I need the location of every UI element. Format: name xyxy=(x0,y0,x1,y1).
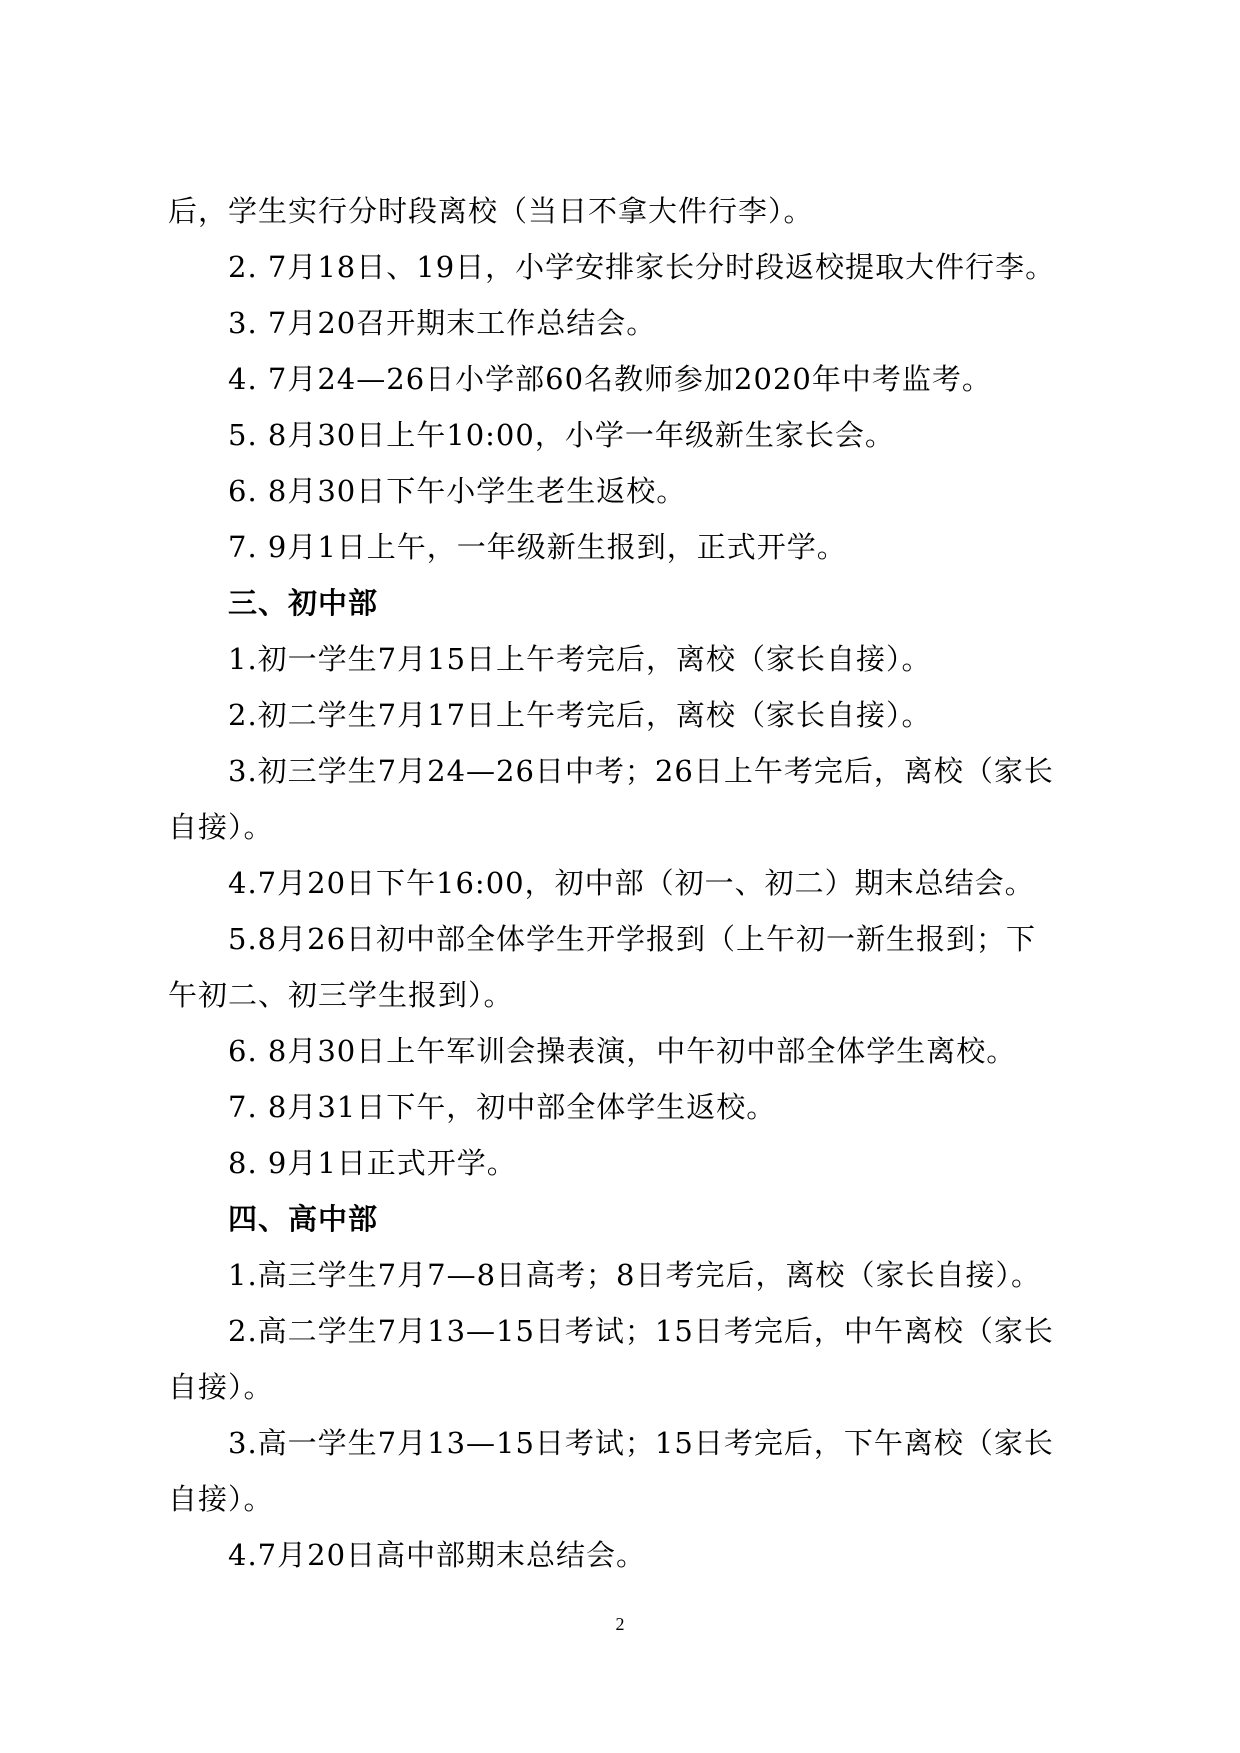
list-item: 3.初三学生7月24—26日中考；26日上午考完后，离校（家长 xyxy=(228,754,1054,788)
list-item: 6. 8月30日上午军训会操表演，中午初中部全体学生离校。 xyxy=(228,1034,1017,1068)
list-item: 2.初二学生7月17日上午考完后，离校（家长自接）。 xyxy=(228,698,932,732)
list-item-continuation: 自接）。 xyxy=(168,1482,274,1516)
list-item: 5. 8月30日上午10:00，小学一年级新生家长会。 xyxy=(228,418,895,452)
list-item: 3. 7月20召开期末工作总结会。 xyxy=(228,306,657,340)
list-item: 1.高三学生7月7—8日高考；8日考完后，离校（家长自接）。 xyxy=(228,1258,1041,1292)
list-item-continuation: 自接）。 xyxy=(168,810,274,844)
list-item: 2. 7月18日、19日，小学安排家长分时段返校提取大件行李。 xyxy=(228,250,1056,284)
list-item: 4.7月20日高中部期末总结会。 xyxy=(228,1538,647,1572)
list-item-continuation: 自接）。 xyxy=(168,1370,274,1404)
list-item: 3.高一学生7月13—15日考试；15日考完后，下午离校（家长 xyxy=(228,1426,1054,1460)
section-heading-senior-high: 四、高中部 xyxy=(228,1202,379,1236)
list-item: 6. 8月30日下午小学生老生返校。 xyxy=(228,474,687,508)
section-heading-junior-high: 三、初中部 xyxy=(228,586,379,620)
list-item: 4. 7月24—26日小学部60名教师参加2020年中考监考。 xyxy=(228,362,992,396)
list-item-continuation: 午初二、初三学生报到）。 xyxy=(168,978,514,1012)
list-item: 7. 8月31日下午，初中部全体学生返校。 xyxy=(228,1090,777,1124)
list-item: 2.高二学生7月13—15日考试；15日考完后，中午离校（家长 xyxy=(228,1314,1054,1348)
paragraph-line: 后，学生实行分时段离校（当日不拿大件行李）。 xyxy=(168,194,814,228)
list-item: 4.7月20日下午16:00，初中部（初一、初二）期末总结会。 xyxy=(228,866,1035,900)
list-item: 1.初一学生7月15日上午考完后，离校（家长自接）。 xyxy=(228,642,932,676)
list-item: 8. 9月1日正式开学。 xyxy=(228,1146,517,1180)
list-item: 5.8月26日初中部全体学生开学报到（上午初一新生报到；下 xyxy=(228,922,1037,956)
list-item: 7. 9月1日上午，一年级新生报到，正式开学。 xyxy=(228,530,847,564)
document-body xyxy=(168,183,1088,1583)
page-number: 2 xyxy=(615,1614,625,1634)
